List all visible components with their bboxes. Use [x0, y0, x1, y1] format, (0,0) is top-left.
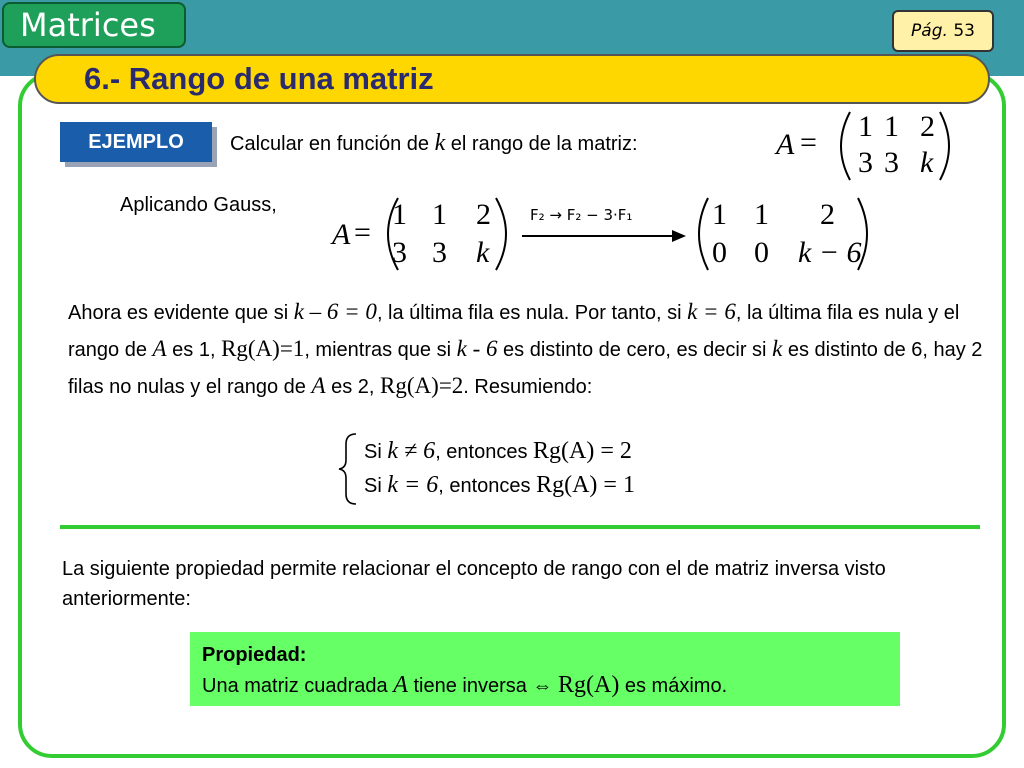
- matrix-name: A: [332, 218, 351, 251]
- matrix-cell: 1: [432, 198, 447, 231]
- math: k - 6: [456, 336, 498, 361]
- matrix-cell: 3: [432, 236, 447, 269]
- statement-post: el rango de la matriz:: [450, 133, 638, 155]
- matrix-before: [332, 194, 512, 274]
- section-title: 6.- Rango de una matriz: [34, 54, 990, 104]
- row-operation-label: F₂ → F₂ − 3·F₁: [530, 206, 633, 224]
- statement-var: k: [434, 130, 446, 156]
- explanation-paragraph: [68, 294, 988, 405]
- matrix-cell: 1: [884, 110, 899, 143]
- math: k ≠ 6: [387, 438, 436, 464]
- matrix-statement: [770, 108, 960, 184]
- math: Rg(A)=2: [380, 373, 464, 398]
- text: , entonces: [438, 475, 531, 497]
- summary-line-2: [364, 472, 635, 499]
- matrix-cell: 1: [858, 110, 873, 143]
- math: Rg(A)=1: [221, 336, 305, 361]
- summary-line-1: [364, 438, 632, 465]
- math: Rg(A): [557, 672, 620, 698]
- matrix-name: A: [776, 128, 795, 161]
- page-prefix: Pág.: [911, 21, 948, 41]
- math: A: [152, 336, 167, 361]
- text: es distinto de 6, hay 2 filas no nulas y el rango de: [68, 339, 983, 398]
- matrix-cell: 2: [920, 110, 935, 143]
- property-text: [202, 670, 888, 701]
- text: , la última fila es nula y el rango de: [68, 302, 960, 361]
- matrix-cell: k: [920, 146, 934, 179]
- text: tiene inversa: [413, 675, 527, 697]
- text: . Resumiendo:: [463, 376, 593, 398]
- text: es máximo.: [624, 675, 728, 697]
- matrix-cell: 2: [476, 198, 491, 231]
- gauss-intro: Aplicando Gauss,: [120, 194, 277, 216]
- text: Si: [364, 441, 382, 463]
- text: es distinto de cero, es decir si: [497, 339, 773, 361]
- text: Una matriz cuadrada: [202, 675, 388, 697]
- property-intro: La siguiente propiedad permite relacionar el concepto de rango con el de matriz inversa visto anteriormente:: [62, 558, 886, 610]
- matrix-cell: k: [476, 236, 490, 269]
- curly-brace: [336, 432, 362, 506]
- equals-sign: =: [800, 126, 817, 159]
- text: , entonces: [435, 441, 528, 463]
- matrix-cell: 0: [754, 236, 769, 269]
- property-box: [190, 632, 900, 706]
- math: A: [393, 672, 408, 698]
- page-number-badge: [892, 10, 994, 52]
- text: es 1,: [166, 339, 222, 361]
- iff-symbol: ⇔: [532, 675, 553, 697]
- matrix-cell: 3: [392, 236, 407, 269]
- matrix-cell: 1: [754, 198, 769, 231]
- app-title: Matrices: [2, 2, 186, 48]
- section-divider: [60, 525, 980, 529]
- matrix-after: [696, 194, 876, 274]
- math: k – 6 = 0: [293, 299, 377, 324]
- math: k: [772, 336, 783, 361]
- matrix-cell: 3: [858, 146, 873, 179]
- row-operation-arrow: [522, 228, 688, 244]
- text: Ahora es evidente que si: [68, 302, 294, 324]
- math: A: [311, 373, 326, 398]
- equals-sign: =: [354, 216, 371, 249]
- statement-pre: Calcular en función de: [230, 133, 430, 155]
- math: Rg(A) = 2: [533, 438, 632, 464]
- text: , mientras que si: [304, 339, 457, 361]
- math: k = 6: [687, 299, 736, 324]
- example-statement: [230, 130, 638, 157]
- text: es 2,: [325, 376, 381, 398]
- text: Si: [364, 475, 382, 497]
- math: Rg(A) = 1: [536, 472, 635, 498]
- property-title: Propiedad:: [202, 644, 307, 666]
- math: k = 6: [387, 472, 439, 498]
- text: , la última fila es nula. Por tanto, si: [376, 302, 688, 324]
- page-number: 53: [953, 21, 975, 41]
- matrix-cell: k − 6: [798, 236, 862, 269]
- ejemplo-badge: EJEMPLO: [60, 122, 212, 162]
- matrix-cell: 1: [712, 198, 727, 231]
- matrix-cell: 3: [884, 146, 899, 179]
- matrix-cell: 2: [820, 198, 835, 231]
- matrix-cell: 1: [392, 198, 407, 231]
- matrix-cell: 0: [712, 236, 727, 269]
